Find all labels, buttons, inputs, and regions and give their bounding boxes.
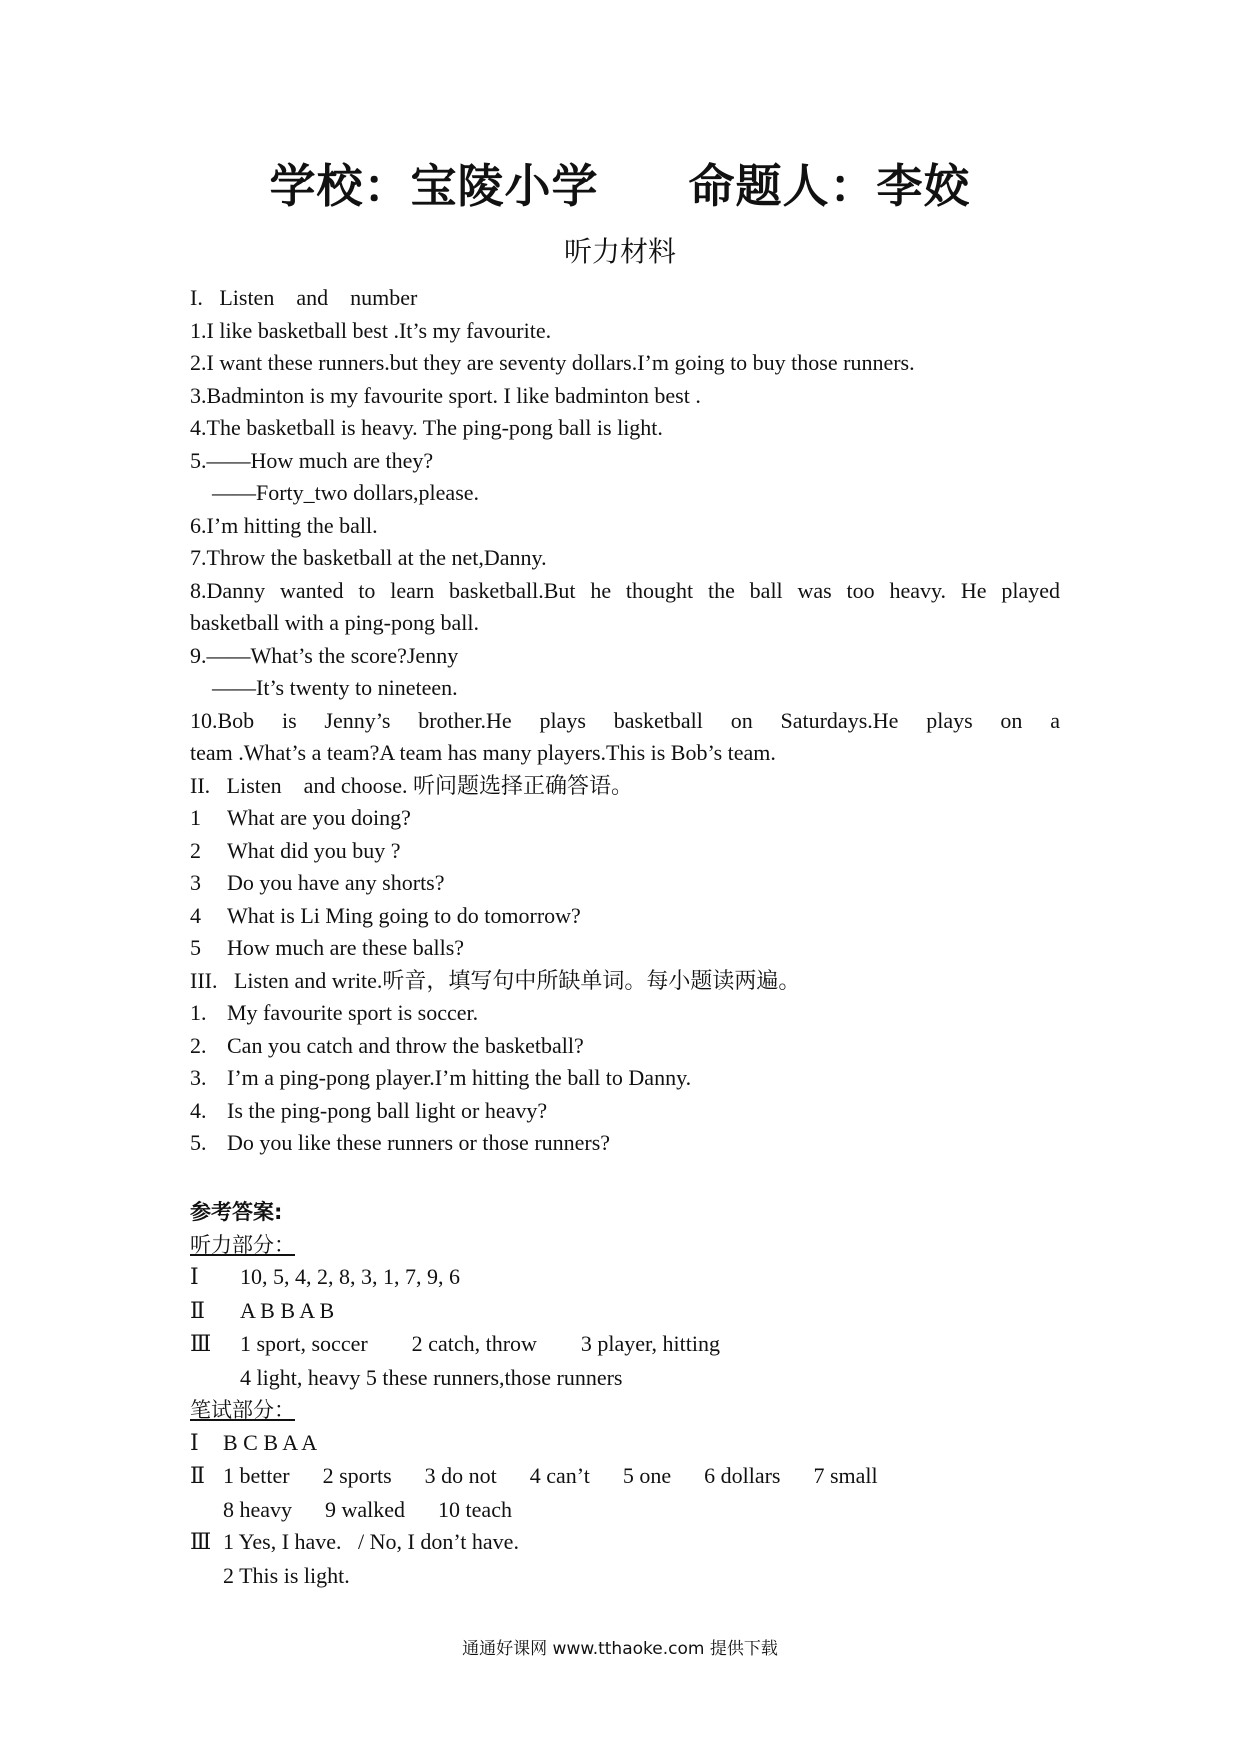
section1-item: 6.I’m hitting the ball. — [190, 512, 378, 538]
answer-text: 2 This is light. — [223, 1562, 350, 1588]
item-number: 4 — [190, 902, 201, 928]
roman-numeral: Ⅲ — [190, 1530, 212, 1555]
section2-item — [190, 900, 1060, 933]
answer-text: 1 better 2 sports 3 do not 4 can’t 5 one 6 dollars 7 small — [223, 1463, 878, 1488]
roman-numeral: Ⅲ — [190, 1332, 212, 1357]
item-number: 4. — [190, 1097, 207, 1123]
answer-row — [190, 1460, 1060, 1494]
section1-heading: I. Listen and number — [190, 285, 418, 310]
answer-text: 8 heavy 9 walked 10 teach — [223, 1496, 512, 1522]
item-number: 5. — [190, 1130, 207, 1155]
item-text: Is the ping-pong ball light or heavy? — [227, 1097, 548, 1123]
answer-row — [190, 1560, 1060, 1593]
section1-item: 5.——How much are they? — [190, 447, 434, 473]
listening-answers-heading: 听力部分： — [190, 1232, 295, 1257]
answer-row — [190, 1362, 1060, 1395]
item-number: 3. — [190, 1065, 207, 1090]
answer-row — [190, 1494, 1060, 1527]
item-text: How much are these balls? — [227, 935, 465, 960]
answer-row — [190, 1526, 1060, 1560]
roman-numeral: Ⅰ — [190, 1430, 199, 1456]
answer-key-heading: 参考答案: — [190, 1200, 283, 1224]
answer-text: 10, 5, 4, 2, 8, 3, 1, 7, 9, 6 — [240, 1264, 460, 1289]
item-text: I’m a ping-pong player.I’m hitting the ball to Danny. — [227, 1065, 692, 1090]
section2-item — [190, 802, 1060, 835]
listening-material — [190, 282, 1060, 1160]
answer-row — [190, 1261, 1060, 1295]
section1-item: ——Forty_two dollars,please. — [212, 480, 480, 505]
item-number: 1 — [190, 805, 201, 830]
section1-item: 9.——What’s the score?Jenny — [190, 642, 459, 668]
answer-row — [190, 1295, 1060, 1329]
answer-text: 4 light, heavy 5 these runners,those runners — [240, 1364, 623, 1390]
author-name: 命题人：李姣 — [688, 159, 971, 213]
section1-item: 7.Throw the basketball at the net,Danny. — [190, 545, 547, 570]
item-text: Do you have any shorts? — [227, 870, 445, 895]
roman-numeral: Ⅱ — [190, 1464, 205, 1489]
item-number: 2 — [190, 837, 201, 863]
answer-text: 1 Yes, I have. / No, I don’t have. — [223, 1529, 519, 1554]
section-subtitle: 听力材料 — [563, 235, 676, 268]
section1-item: 8.Danny wanted to learn basketball.But he thought the ball was too heavy. He played — [190, 577, 1060, 603]
section1-item: 3.Badminton is my favourite sport. I like badminton best . — [190, 382, 701, 408]
section1-item: 10.Bob is Jenny’s brother.He plays basketball on Saturdays.He plays on a — [190, 707, 1060, 733]
school-name: 学校：宝陵小学 — [269, 159, 599, 213]
section3-item — [190, 1127, 1060, 1160]
answer-text: B C B A A — [223, 1429, 318, 1455]
answer-key — [190, 1196, 1060, 1592]
item-number: 3 — [190, 870, 201, 895]
section3-item — [190, 1095, 1060, 1128]
section1-item: basketball with a ping-pong ball. — [190, 610, 479, 635]
item-text: Can you catch and throw the basketball? — [227, 1032, 584, 1058]
section2-item — [190, 932, 1060, 965]
section1-item: 4.The basketball is heavy. The ping-pong ball is light. — [190, 415, 663, 440]
item-text: What did you buy ? — [227, 837, 401, 863]
answer-row — [190, 1328, 1060, 1362]
section1-item: 2.I want these runners.but they are seventy dollars.I’m going to buy those runners. — [190, 350, 915, 375]
answer-row — [190, 1427, 1060, 1461]
page-footer: 通通好课网 www.tthaoke.com 提供下载 — [462, 1639, 778, 1659]
item-number: 5 — [190, 935, 201, 960]
roman-numeral: Ⅰ — [190, 1265, 199, 1290]
item-number: 2. — [190, 1032, 207, 1058]
item-text: What is Li Ming going to do tomorrow? — [227, 902, 581, 928]
answer-text: A B B A B — [240, 1297, 335, 1323]
section3-item — [190, 997, 1060, 1030]
section3-item — [190, 1030, 1060, 1063]
answer-text: 1 sport, soccer 2 catch, throw 3 player, hitting — [240, 1331, 720, 1356]
section2-item — [190, 867, 1060, 900]
item-number: 1. — [190, 1000, 207, 1025]
item-text: What are you doing? — [227, 805, 411, 830]
section3-item — [190, 1062, 1060, 1095]
item-text: My favourite sport is soccer. — [227, 1000, 479, 1025]
item-text: Do you like these runners or those runners? — [227, 1130, 611, 1155]
roman-numeral: Ⅱ — [190, 1298, 205, 1324]
written-answers-heading: 笔试部分： — [190, 1398, 295, 1422]
section1-item: 1.I like basketball best .It’s my favourite. — [190, 317, 552, 343]
section1-item: ——It’s twenty to nineteen. — [212, 675, 458, 700]
section2-item — [190, 835, 1060, 868]
section2-heading: II. Listen and choose. 听问题选择正确答语。 — [190, 772, 633, 798]
page-title — [0, 150, 1240, 216]
section3-heading: III. Listen and write.听音，填写句中所缺单词。每小题读两遍。 — [190, 967, 801, 993]
section1-item: team .What’s a team?A team has many players.This is Bob’s team. — [190, 740, 776, 765]
